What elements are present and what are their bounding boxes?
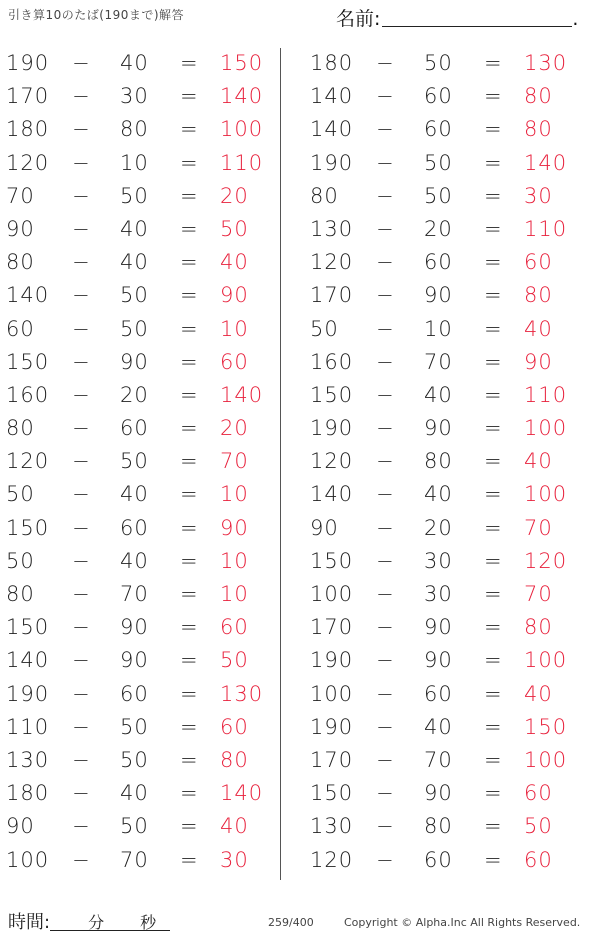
minus-sign: − — [376, 814, 395, 839]
minuend: 90 — [310, 515, 339, 540]
minuend: 170 — [6, 84, 50, 109]
subtrahend: 50 — [424, 51, 453, 75]
minuend: 190 — [6, 681, 50, 706]
minus-sign: − — [376, 648, 395, 673]
equals-sign: = — [180, 681, 199, 706]
subtrahend: 40 — [120, 216, 149, 241]
minuend: 170 — [310, 747, 354, 772]
minus-sign: − — [376, 449, 395, 474]
minuend: 150 — [6, 515, 50, 540]
equals-sign: = — [484, 382, 503, 407]
minus-sign: − — [376, 482, 395, 507]
subtrahend: 70 — [120, 582, 149, 606]
minuend: 160 — [310, 349, 354, 374]
subtrahend: 70 — [424, 349, 453, 374]
subtrahend: 30 — [424, 582, 453, 606]
minus-sign: − — [376, 316, 395, 341]
minuend: 140 — [310, 117, 354, 142]
subtrahend: 60 — [120, 681, 149, 706]
equals-sign: = — [180, 615, 199, 640]
subtrahend: 80 — [120, 117, 149, 142]
equals-sign: = — [180, 747, 199, 772]
answer: 40 — [524, 681, 553, 706]
minus-sign: − — [72, 747, 91, 772]
minus-sign: − — [376, 51, 395, 75]
minus-sign: − — [72, 117, 91, 142]
minus-sign: − — [376, 582, 395, 606]
equals-sign: = — [484, 615, 503, 640]
equals-sign: = — [180, 847, 199, 872]
answer: 10 — [220, 316, 249, 341]
answer: 100 — [524, 482, 568, 507]
subtrahend: 90 — [424, 615, 453, 640]
subtrahend: 70 — [120, 847, 149, 872]
minus-sign: − — [72, 349, 91, 374]
minus-sign: − — [376, 283, 395, 308]
minus-sign: − — [376, 216, 395, 241]
minuend: 100 — [310, 582, 354, 606]
subtrahend: 50 — [120, 449, 149, 474]
minuend: 90 — [6, 216, 35, 241]
minuend: 190 — [310, 150, 354, 175]
subtrahend: 90 — [424, 648, 453, 673]
subtrahend: 60 — [424, 250, 453, 275]
minuend: 190 — [310, 648, 354, 673]
answer: 90 — [220, 283, 249, 308]
answer: 10 — [220, 582, 249, 606]
equals-sign: = — [180, 648, 199, 673]
minus-sign: − — [72, 482, 91, 507]
name-blank-line — [382, 8, 572, 27]
answer: 20 — [220, 183, 249, 208]
subtrahend: 40 — [424, 382, 453, 407]
minus-sign: − — [376, 416, 395, 441]
minus-sign: − — [376, 150, 395, 175]
minus-sign: − — [376, 781, 395, 806]
equals-sign: = — [484, 250, 503, 275]
equals-sign: = — [484, 183, 503, 208]
answer: 110 — [524, 382, 568, 407]
time-blank-line — [50, 912, 170, 931]
minuend: 190 — [310, 416, 354, 441]
answer: 80 — [524, 283, 553, 308]
subtrahend: 90 — [120, 648, 149, 673]
equals-sign: = — [180, 349, 199, 374]
minus-sign: − — [72, 283, 91, 308]
minus-sign: − — [376, 681, 395, 706]
subtrahend: 50 — [120, 183, 149, 208]
minus-sign: − — [376, 615, 395, 640]
equals-sign: = — [484, 349, 503, 374]
answer: 90 — [220, 515, 249, 540]
minus-sign: − — [72, 781, 91, 806]
equals-sign: = — [484, 747, 503, 772]
subtrahend: 90 — [120, 615, 149, 640]
answer: 40 — [524, 316, 553, 341]
equals-sign: = — [484, 283, 503, 308]
minus-sign: − — [72, 648, 91, 673]
minuend: 180 — [6, 781, 50, 806]
minuend: 170 — [310, 283, 354, 308]
minus-sign: − — [72, 150, 91, 175]
equals-sign: = — [484, 117, 503, 142]
answer: 80 — [524, 615, 553, 640]
name-end-mark: . — [572, 8, 579, 30]
copyright-notice: Copyright © Alpha.Inc All Rights Reserved. — [344, 916, 581, 929]
minus-sign: − — [376, 183, 395, 208]
subtrahend: 10 — [424, 316, 453, 341]
minuend: 140 — [6, 283, 50, 308]
answer: 70 — [524, 515, 553, 540]
equals-sign: = — [484, 51, 503, 75]
minuend: 150 — [6, 349, 50, 374]
subtrahend: 20 — [120, 382, 149, 407]
minus-sign: − — [376, 847, 395, 872]
equals-sign: = — [484, 416, 503, 441]
answer: 50 — [220, 648, 249, 673]
subtrahend: 40 — [120, 781, 149, 806]
minus-sign: − — [376, 349, 395, 374]
equals-sign: = — [484, 449, 503, 474]
subtrahend: 20 — [424, 515, 453, 540]
minuend: 180 — [310, 51, 354, 75]
subtrahend: 60 — [424, 681, 453, 706]
minuend: 130 — [6, 747, 50, 772]
subtrahend: 90 — [424, 283, 453, 308]
subtrahend: 60 — [424, 847, 453, 872]
minuend: 190 — [310, 714, 354, 739]
minuend: 50 — [310, 316, 339, 341]
answer: 90 — [524, 349, 553, 374]
subtrahend: 50 — [120, 747, 149, 772]
subtrahend: 30 — [424, 548, 453, 573]
minus-sign: − — [72, 714, 91, 739]
answer: 40 — [220, 250, 249, 275]
minuend: 130 — [310, 216, 354, 241]
minuend: 130 — [310, 814, 354, 839]
equals-sign: = — [180, 582, 199, 606]
minus-sign: − — [376, 515, 395, 540]
minuend: 120 — [310, 250, 354, 275]
equals-sign: = — [180, 781, 199, 806]
subtrahend: 90 — [120, 349, 149, 374]
minuend: 100 — [310, 681, 354, 706]
minuend: 140 — [310, 84, 354, 109]
minus-sign: − — [72, 515, 91, 540]
answer: 60 — [524, 781, 553, 806]
equals-sign: = — [180, 515, 199, 540]
answer: 100 — [524, 416, 568, 441]
answer: 140 — [220, 781, 264, 806]
equals-sign: = — [180, 216, 199, 241]
equals-sign: = — [180, 316, 199, 341]
minuend: 110 — [6, 714, 50, 739]
equals-sign: = — [180, 84, 199, 109]
answer: 60 — [524, 250, 553, 275]
minutes-label: 分 — [88, 913, 105, 932]
time-field — [8, 908, 170, 934]
answer: 70 — [524, 582, 553, 606]
minuend: 80 — [6, 582, 35, 606]
subtrahend: 70 — [424, 747, 453, 772]
minus-sign: − — [72, 250, 91, 275]
name-label: 名前: — [336, 8, 381, 30]
equals-sign: = — [180, 548, 199, 573]
subtrahend: 60 — [120, 416, 149, 441]
subtrahend: 50 — [120, 714, 149, 739]
equals-sign: = — [180, 283, 199, 308]
minuend: 120 — [6, 150, 50, 175]
subtrahend: 50 — [424, 150, 453, 175]
subtrahend: 80 — [424, 814, 453, 839]
answer: 10 — [220, 482, 249, 507]
answer: 100 — [524, 747, 568, 772]
minus-sign: − — [72, 216, 91, 241]
minus-sign: − — [72, 51, 91, 75]
minuend: 90 — [6, 814, 35, 839]
equals-sign: = — [484, 681, 503, 706]
answer: 100 — [220, 117, 264, 142]
worksheet-title: 引き算10のたば(190まで)解答 — [8, 8, 185, 22]
equals-sign: = — [484, 84, 503, 109]
minus-sign: − — [72, 416, 91, 441]
equals-sign: = — [484, 847, 503, 872]
equals-sign: = — [484, 781, 503, 806]
equals-sign: = — [180, 117, 199, 142]
answer: 30 — [524, 183, 553, 208]
minus-sign: − — [376, 117, 395, 142]
equals-sign: = — [180, 714, 199, 739]
subtrahend: 20 — [424, 216, 453, 241]
subtrahend: 40 — [120, 250, 149, 275]
subtrahend: 60 — [424, 84, 453, 109]
minus-sign: − — [72, 449, 91, 474]
subtrahend: 80 — [424, 449, 453, 474]
answer: 140 — [220, 84, 264, 109]
minus-sign: − — [376, 250, 395, 275]
minuend: 50 — [6, 482, 35, 507]
minus-sign: − — [376, 714, 395, 739]
minuend: 180 — [6, 117, 50, 142]
minus-sign: − — [376, 548, 395, 573]
minuend: 80 — [6, 250, 35, 275]
minuend: 60 — [6, 316, 35, 341]
minuend: 170 — [310, 615, 354, 640]
minus-sign: − — [376, 84, 395, 109]
answer: 80 — [220, 747, 249, 772]
answer: 110 — [220, 150, 264, 175]
equals-sign: = — [484, 814, 503, 839]
answer: 70 — [220, 449, 249, 474]
minuend: 50 — [6, 548, 35, 573]
minuend: 140 — [6, 648, 50, 673]
subtrahend: 40 — [120, 548, 149, 573]
answer: 10 — [220, 548, 249, 573]
minus-sign: − — [72, 84, 91, 109]
subtrahend: 30 — [120, 84, 149, 109]
equals-sign: = — [484, 714, 503, 739]
page-number: 259/400 — [268, 916, 314, 929]
equals-sign: = — [484, 515, 503, 540]
column-divider — [280, 48, 281, 880]
name-field — [336, 4, 578, 31]
equals-sign: = — [484, 316, 503, 341]
equals-sign: = — [180, 150, 199, 175]
answer: 30 — [220, 847, 249, 872]
subtrahend: 40 — [424, 714, 453, 739]
minus-sign: − — [72, 681, 91, 706]
equals-sign: = — [484, 548, 503, 573]
equals-sign: = — [484, 482, 503, 507]
equals-sign: = — [180, 51, 199, 75]
answer: 140 — [524, 150, 568, 175]
minus-sign: − — [72, 615, 91, 640]
answer: 60 — [220, 714, 249, 739]
minus-sign: − — [72, 814, 91, 839]
answer: 50 — [524, 814, 553, 839]
answer: 150 — [524, 714, 568, 739]
answer: 100 — [524, 648, 568, 673]
answer: 130 — [220, 681, 264, 706]
minuend: 80 — [310, 183, 339, 208]
minuend: 150 — [310, 382, 354, 407]
minus-sign: − — [72, 847, 91, 872]
answer: 80 — [524, 117, 553, 142]
minuend: 120 — [310, 847, 354, 872]
minus-sign: − — [72, 316, 91, 341]
answer: 40 — [220, 814, 249, 839]
equals-sign: = — [484, 216, 503, 241]
equals-sign: = — [484, 648, 503, 673]
subtrahend: 50 — [120, 316, 149, 341]
minuend: 70 — [6, 183, 35, 208]
answer: 150 — [220, 51, 264, 75]
minuend: 190 — [6, 51, 50, 75]
answer: 120 — [524, 548, 568, 573]
minus-sign: − — [376, 747, 395, 772]
minuend: 150 — [6, 615, 50, 640]
minuend: 160 — [6, 382, 50, 407]
equals-sign: = — [484, 582, 503, 606]
equals-sign: = — [180, 250, 199, 275]
equals-sign: = — [180, 183, 199, 208]
subtrahend: 90 — [424, 781, 453, 806]
minuend: 120 — [6, 449, 50, 474]
answer: 60 — [220, 615, 249, 640]
answer: 60 — [524, 847, 553, 872]
minuend: 150 — [310, 548, 354, 573]
minuend: 100 — [6, 847, 50, 872]
equals-sign: = — [180, 814, 199, 839]
minus-sign: − — [72, 548, 91, 573]
answer: 110 — [524, 216, 568, 241]
answer: 80 — [524, 84, 553, 109]
answer: 40 — [524, 449, 553, 474]
answer: 50 — [220, 216, 249, 241]
minus-sign: − — [376, 382, 395, 407]
minuend: 140 — [310, 482, 354, 507]
answer: 60 — [220, 349, 249, 374]
subtrahend: 50 — [120, 283, 149, 308]
subtrahend: 60 — [424, 117, 453, 142]
minus-sign: − — [72, 183, 91, 208]
answer: 130 — [524, 51, 568, 75]
answer: 140 — [220, 382, 264, 407]
minuend: 120 — [310, 449, 354, 474]
equals-sign: = — [484, 150, 503, 175]
equals-sign: = — [180, 482, 199, 507]
equals-sign: = — [180, 449, 199, 474]
equals-sign: = — [180, 416, 199, 441]
answer: 20 — [220, 416, 249, 441]
subtrahend: 40 — [424, 482, 453, 507]
subtrahend: 50 — [120, 814, 149, 839]
subtrahend: 60 — [120, 515, 149, 540]
subtrahend: 40 — [120, 482, 149, 507]
seconds-label: 秒 — [140, 913, 157, 932]
subtrahend: 10 — [120, 150, 149, 175]
minus-sign: − — [72, 382, 91, 407]
minus-sign: − — [72, 582, 91, 606]
minuend: 80 — [6, 416, 35, 441]
subtrahend: 90 — [424, 416, 453, 441]
subtrahend: 40 — [120, 51, 149, 75]
equals-sign: = — [180, 382, 199, 407]
minuend: 150 — [310, 781, 354, 806]
time-label: 時間: — [8, 912, 51, 933]
subtrahend: 50 — [424, 183, 453, 208]
